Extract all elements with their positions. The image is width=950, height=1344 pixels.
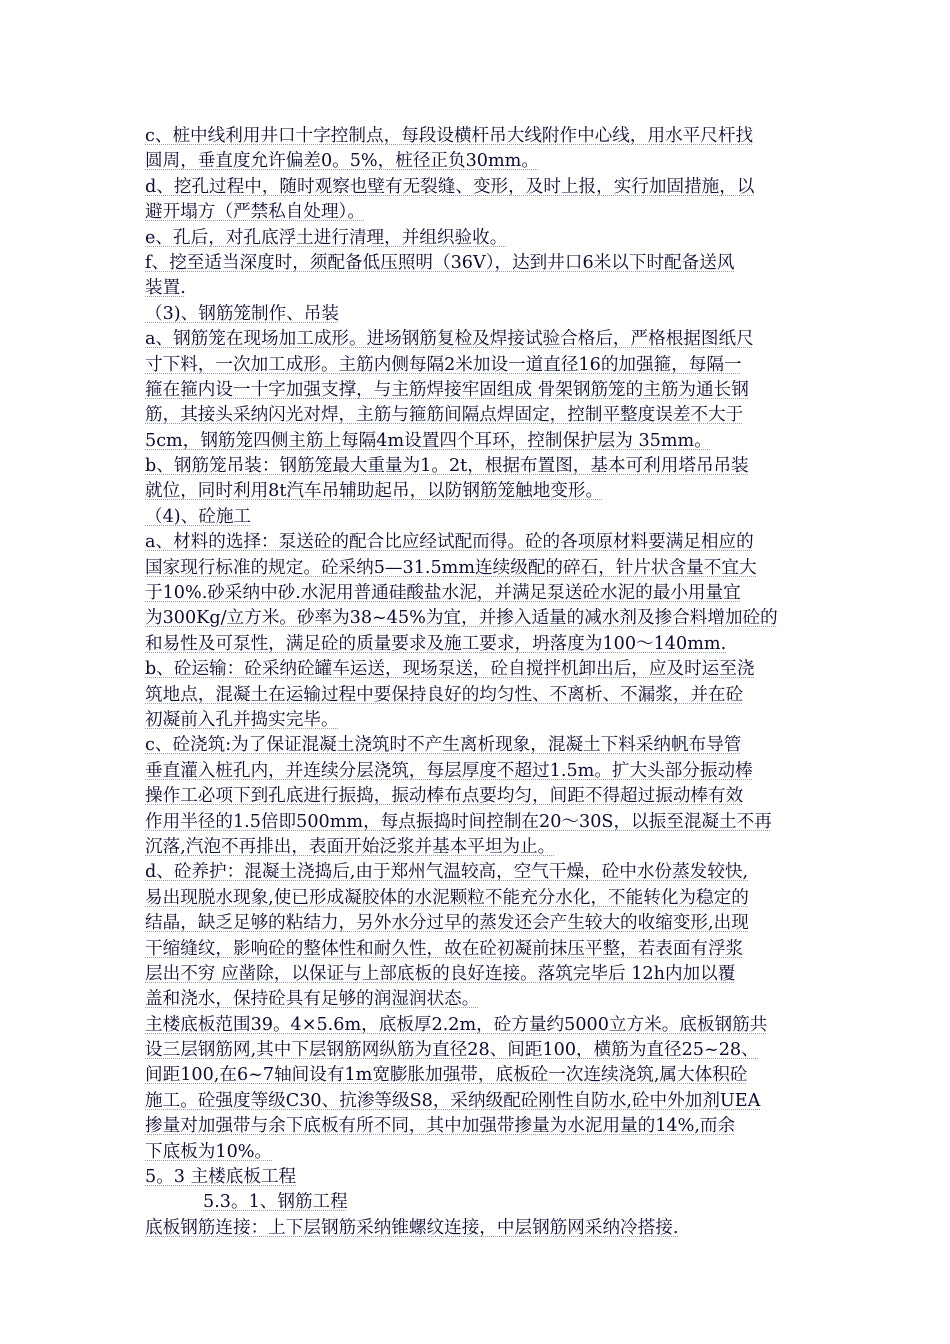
- subsection-heading: 5.3。1、钢筋工程: [203, 1192, 348, 1213]
- text-line: 和易性及可泵性，满足砼的质量要求及施工要求，坍落度为100～140mm.: [145, 633, 727, 654]
- text-line: 筑地点，混凝土在运输过程中要保持良好的均匀性、不离析、不漏浆，并在砼: [145, 684, 744, 705]
- text-line: c、桩中线利用井口十字控制点，每段设横杆吊大线附作中心线，用水平尺杆找: [145, 126, 754, 146]
- text-line: 主楼底板范围39。4×5.6m，底板厚2.2m，砼方量约5000立方米。底板钢筋共: [145, 1014, 768, 1035]
- text-line: d、挖孔过程中，随时观察也壁有无裂缝、变形，及时上报，实行加固措施，以: [145, 176, 755, 197]
- text-line: a、钢筋笼在现场加工成形。进场钢筋复检及焊接试验合格后，严格根据图纸尺: [145, 329, 754, 350]
- text-line: 间距100,在6~7轴间设有1m宽膨胀加强带，底板砼一次连续浇筑,属大体积砼: [145, 1065, 748, 1086]
- document-body: [145, 124, 815, 1241]
- text-line: 易出现脱水现象,使已形成凝胶体的水泥颗粒不能充分水化，不能转化为稳定的: [145, 887, 749, 908]
- text-line: 层出不穷 应凿除，以保证与上部底板的良好连接。落筑完毕后 12h内加以覆: [145, 963, 736, 984]
- text-line: 寸下料，一次加工成形。主筋内侧每隔2米加设一道直径16的加强箍，每隔一: [145, 354, 742, 375]
- text-line: 筋，其接头采纳闪光对焊，主筋与箍筋间隔点焊固定，控制平整度误差不大于: [145, 405, 744, 426]
- text-line: 施工。砼强度等级C30、抗渗等级S8，采纳级配砼刚性自防水,砼中外加剂UEA: [145, 1090, 761, 1111]
- text-line: 为300Kg/立方米。砂率为38~45%为宜，并掺入适量的减水剂及掺合料增加砼的: [145, 608, 778, 629]
- text-line: 底板钢筋连接：上下层钢筋采纳锥螺纹连接，中层钢筋网采纳冷搭接.: [145, 1217, 679, 1238]
- section-heading: 5。3 主楼底板工程: [145, 1167, 297, 1188]
- text-line: e、孔后，对孔底浮土进行清理，并组织验收。: [145, 227, 508, 248]
- text-line: 设三层钢筋网,其中下层钢筋网纵筋为直径28、间距100，横筋为直径25~28、: [145, 1040, 759, 1061]
- text-line: 国家现行标准的规定。砼采纳5—31.5mm连续级配的碎石，针片状含量不宜大: [145, 557, 757, 578]
- text-line: b、钢筋笼吊装：钢筋笼最大重量为1。2t，根据布置图，基本可利用塔吊吊装: [145, 456, 749, 477]
- text-line: 掺量对加强带与余下底板有所不同，其中加强带掺量为水泥用量的14%,而余: [145, 1116, 736, 1137]
- text-line: a、材料的选择：泵送砼的配合比应经试配而得。砼的各项原材料要满足相应的: [145, 532, 754, 553]
- text-line: 5cm，钢筋笼四侧主筋上每隔4m设置四个耳环，控制保护层为 35mm。: [145, 430, 712, 451]
- text-line: 装置.: [145, 278, 186, 299]
- text-line: b、砼运输：砼采纳砼罐车运送，现场泵送，砼自搅拌机卸出后，应及时运至浇: [145, 659, 755, 680]
- section-heading: （4)、砼施工: [145, 506, 252, 527]
- text-line: 初凝前入孔并捣实完毕。: [145, 709, 339, 730]
- text-line: f、挖至适当深度时，须配备低压照明（36V），达到井口6米以下时配备送风: [145, 252, 735, 273]
- text-line: 下底板为10%。: [145, 1141, 273, 1162]
- text-line: 箍在箍内设一十字加强支撑，与主筋焊接牢固组成 骨架钢筋笼的主筋为通长钢: [145, 379, 749, 400]
- text-line: 就位，同时利用8t汽车吊辅助起吊，以防钢筋笼触地变形。: [145, 481, 604, 502]
- text-line: 垂直灌入桩孔内，并连续分层浇筑，每层厚度不超过1.5m。扩大头部分振动棒: [145, 760, 753, 781]
- text-line: 沉落,汽泡不再排出，表面开始泛浆并基本平坦为止。: [145, 836, 556, 857]
- text-line: c、砼浇筑:为了保证混凝土浇筑时不产生离析现象，混凝土下料采纳帆布导管: [145, 735, 742, 756]
- text-line: 结晶，缺乏足够的粘结力，另外水分过早的蒸发还会产生较大的收缩变形,出现: [145, 913, 749, 934]
- section-heading: （3)、钢筋笼制作、吊装: [145, 303, 339, 324]
- text-line: 作用半径的1.5倍即500mm，每点振捣时间控制在20～30S，以振至混凝土不再: [145, 811, 772, 832]
- text-line: 盖和浇水，保持砼具有足够的润湿润状态。: [145, 989, 480, 1010]
- text-line: 于10%.砂采纳中砂.水泥用普通硅酸盐水泥，并满足泵送砼水泥的最小用量宜: [145, 583, 741, 604]
- text-line: 圆周，垂直度允许偏差0。5%，桩径正负30mm。: [145, 151, 539, 172]
- text-line: 操作工必项下到孔底进行振捣，振动棒布点要均匀，间距不得超过振动棒有效: [145, 786, 744, 807]
- text-line: 避开塌方（严禁私自处理）。: [145, 202, 365, 223]
- text-line: 干缩缝纹，影响砼的整体性和耐久性，故在砼初凝前抹压平整，若表面有浮浆: [145, 938, 744, 959]
- text-line: d、砼养护：混凝土浇捣后,由于郑州气温较高，空气干燥，砼中水份蒸发较快,: [145, 862, 749, 883]
